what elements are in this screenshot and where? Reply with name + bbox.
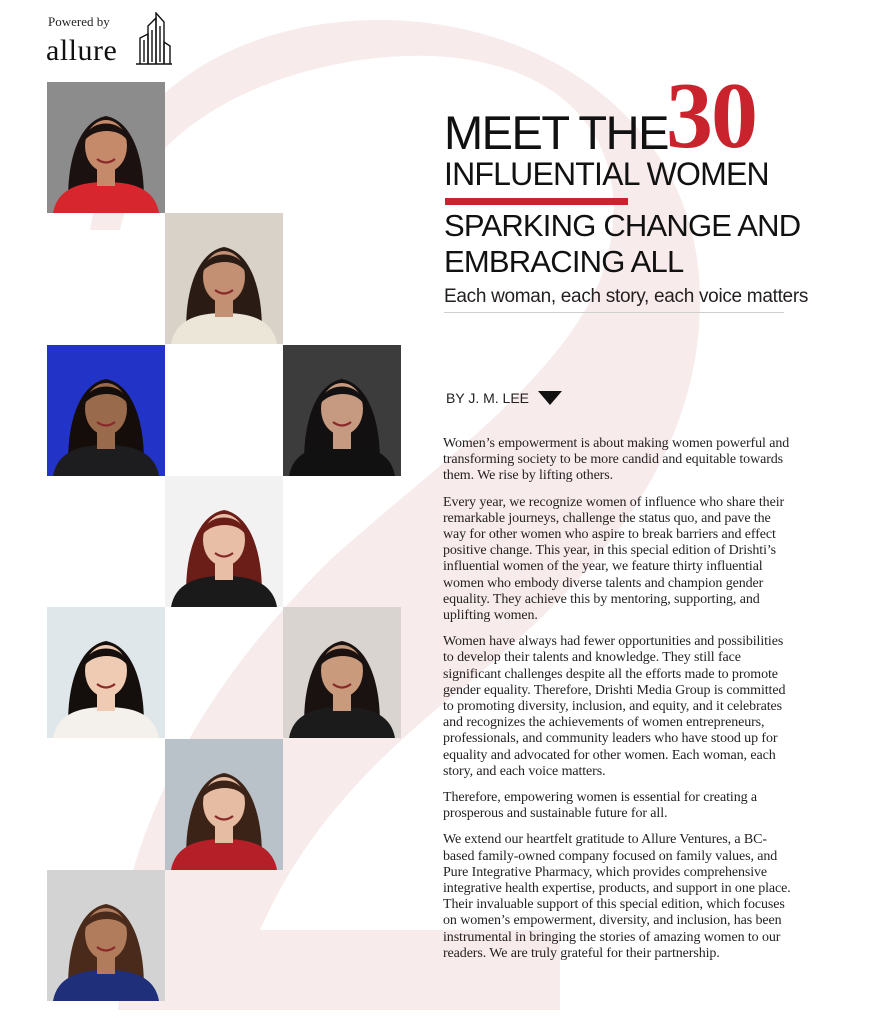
subtitle-line-1: SPARKING CHANGE AND [444, 208, 801, 243]
powered-by-allure-logo [46, 12, 176, 70]
portrait-image [47, 345, 165, 476]
article-body [443, 436, 795, 972]
portrait-photo [165, 213, 283, 344]
portrait-image [283, 345, 401, 476]
tagline-divider [444, 312, 784, 313]
allure-wordmark: allure [46, 34, 118, 67]
portrait-photo [165, 739, 283, 870]
portrait-image [165, 476, 283, 607]
headline-line-2: INFLUENTIAL WOMEN [444, 156, 769, 192]
portrait-photo [283, 607, 401, 738]
portrait-photo [47, 870, 165, 1001]
subtitle-line-2: EMBRACING ALL [444, 244, 684, 279]
portrait-photo [47, 82, 165, 213]
tagline: Each woman, each story, each voice matters [444, 286, 809, 307]
down-triangle-icon [538, 391, 562, 405]
body-paragraph: Women have always had fewer opportunities and possibilities to develop their talents and knowledge. They still face significant challenges despite all the efforts made to promote gender equality. Therefore, Drishti Media Group is committed to promoting diversity, inclusion, and equity, and it celebrates and recognizes the achievements of women entrepreneurs, professionals, and community leaders who have stood up for equality and advocated for other women. Each woman, each story, and each voice matters. [443, 634, 786, 779]
powered-by-label: Powered by [48, 14, 110, 29]
byline: BY J. M. LEE [446, 390, 529, 406]
building-skyline-icon [136, 12, 172, 66]
headline-line-1: MEET THE [444, 106, 668, 159]
body-paragraph: Women’s empowerment is about making women powerful and transforming society to be more candid and equitable towards them. We rise by lifting others. [443, 436, 790, 484]
accent-rule [445, 198, 628, 205]
body-paragraph: Every year, we recognize women of influence who share their remarkable journeys, challenge the status quo, and pave the way for other women who aspire to break barriers and effect positive change. This year, in this special edition of Drishti’s influential women of the year, we feature thirty influential women who embody diverse talents and champion gender equality. They achieve this by mentoring, supporting, and uplifting women. [443, 494, 785, 624]
body-paragraph: We extend our heartfelt gratitude to Allure Ventures, a BC-based family-owned company focused on family values, and Pure Integrative Pharmacy, which provides comprehensive integrative health expertise, products, and support in one place. Their invaluable support of this special edition, which focuses on women’s empowerment, diversity, and inclusion, has been instrumental in bringing the stories of amazing women to our readers. We are truly grateful for their partnership. [443, 832, 791, 961]
portrait-image [47, 82, 165, 213]
portrait-image [47, 607, 165, 738]
portrait-photo [165, 476, 283, 607]
body-paragraph: Therefore, empowering women is essential for creating a prosperous and sustainable future for all. [443, 790, 758, 822]
portrait-image [165, 739, 283, 870]
portrait-image [283, 607, 401, 738]
headline-number: 30 [666, 64, 756, 168]
portrait-photo [47, 607, 165, 738]
portrait-image [47, 870, 165, 1001]
portrait-photo [47, 345, 165, 476]
portrait-photo [283, 345, 401, 476]
portrait-image [165, 213, 283, 344]
